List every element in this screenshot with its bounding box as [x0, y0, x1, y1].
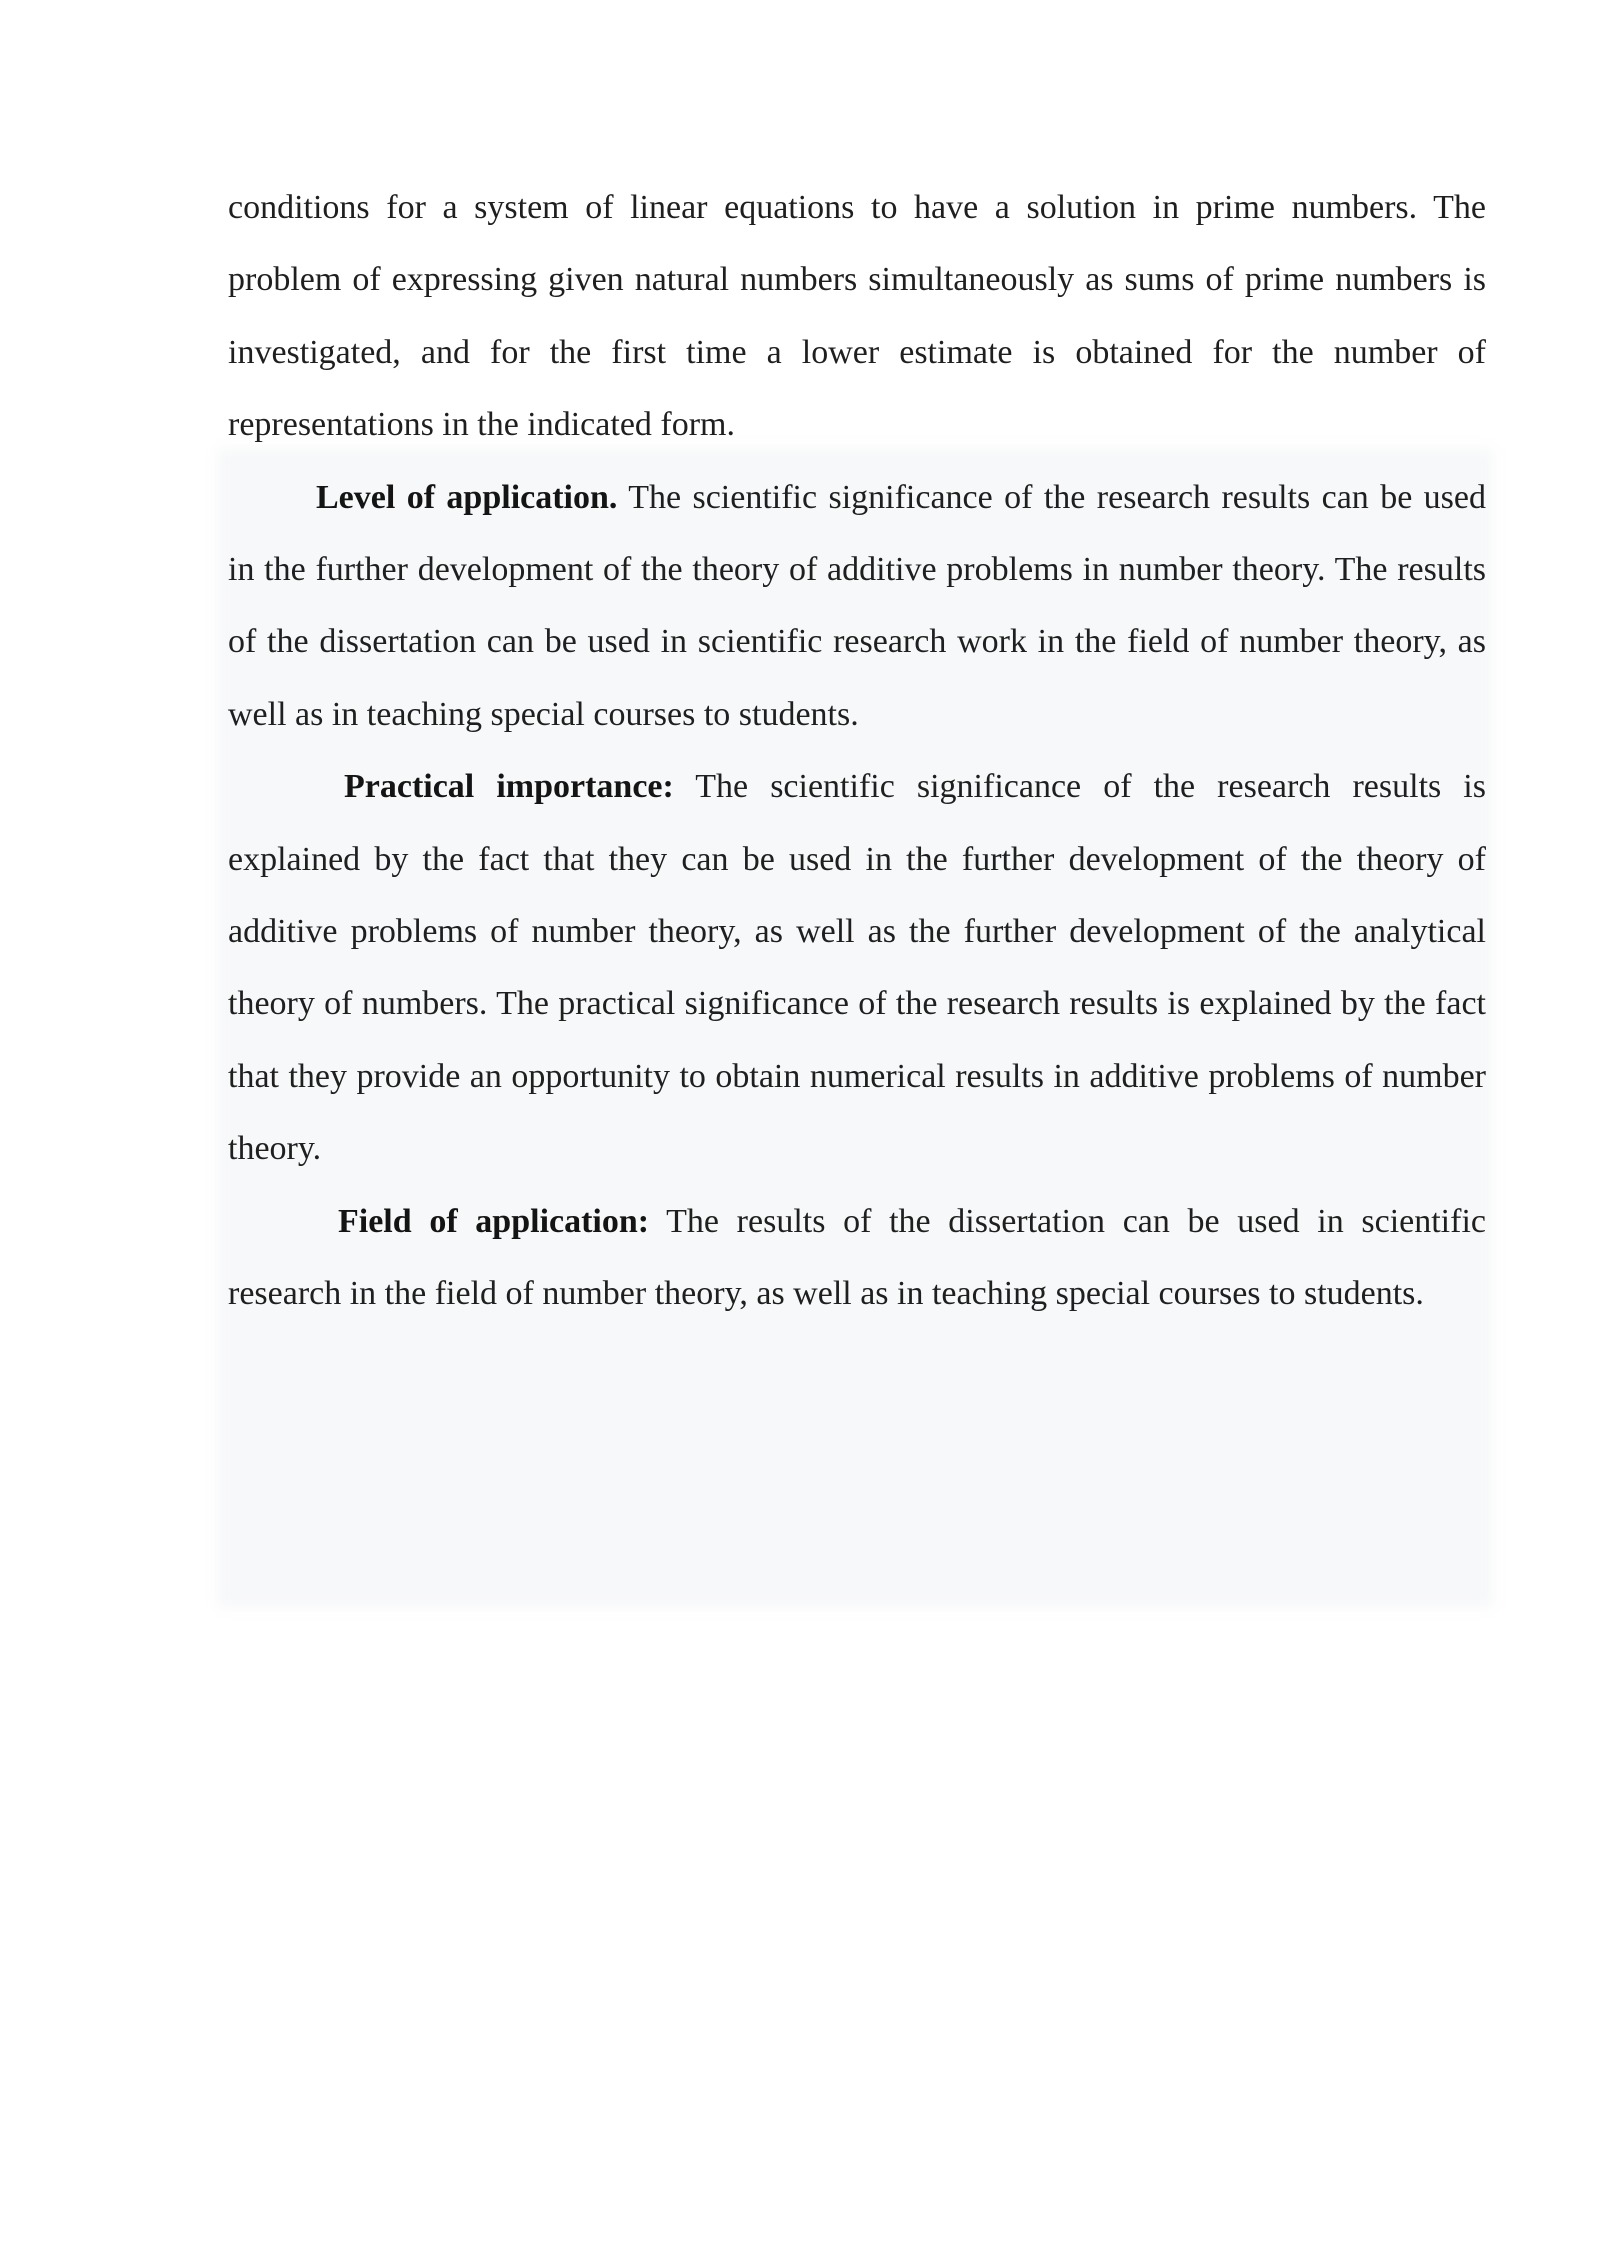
paragraph-practical-importance [228, 751, 1486, 1185]
paragraph-level-of-application [228, 462, 1486, 752]
paragraph-level-of-application-text: The scientific significance of the research results can be used in the further development of the theory of additive problems in number theory. The results of the dissertation can be used in scientific research work in the field of number theory, as well as in teaching special courses to students. [228, 478, 1487, 733]
heading-field-of-application: Field of application: [338, 1202, 650, 1240]
heading-level-of-application: Level of application. [316, 478, 618, 516]
paragraph-intro [228, 172, 1486, 462]
heading-practical-importance: Practical importance: [344, 768, 674, 806]
paragraph-intro-text: conditions for a system of linear equations to have a solution in prime numbers. The problem of expressing given natural numbers simultaneously as sums of prime numbers is investigated, and for the first time a lower estimate is obtained for the number of representations in the indicated form. [228, 189, 1486, 444]
paragraph-field-of-application-text: The results of the dissertation can be used in scientific research in the field of number theory, as well as in teaching special courses to students. [228, 1202, 1486, 1313]
document-body [228, 172, 1486, 1331]
paragraph-practical-importance-text: The scientific significance of the research results is explained by the fact that they can be used in the further development of the theory of additive problems of number theory, as well as the further development of the analytical theory of numbers. The practical significance of the research results is explained by the fact that they provide an opportunity to obtain numerical results in additive problems of number theory. [228, 768, 1486, 1168]
paragraph-field-of-application [228, 1186, 1486, 1331]
